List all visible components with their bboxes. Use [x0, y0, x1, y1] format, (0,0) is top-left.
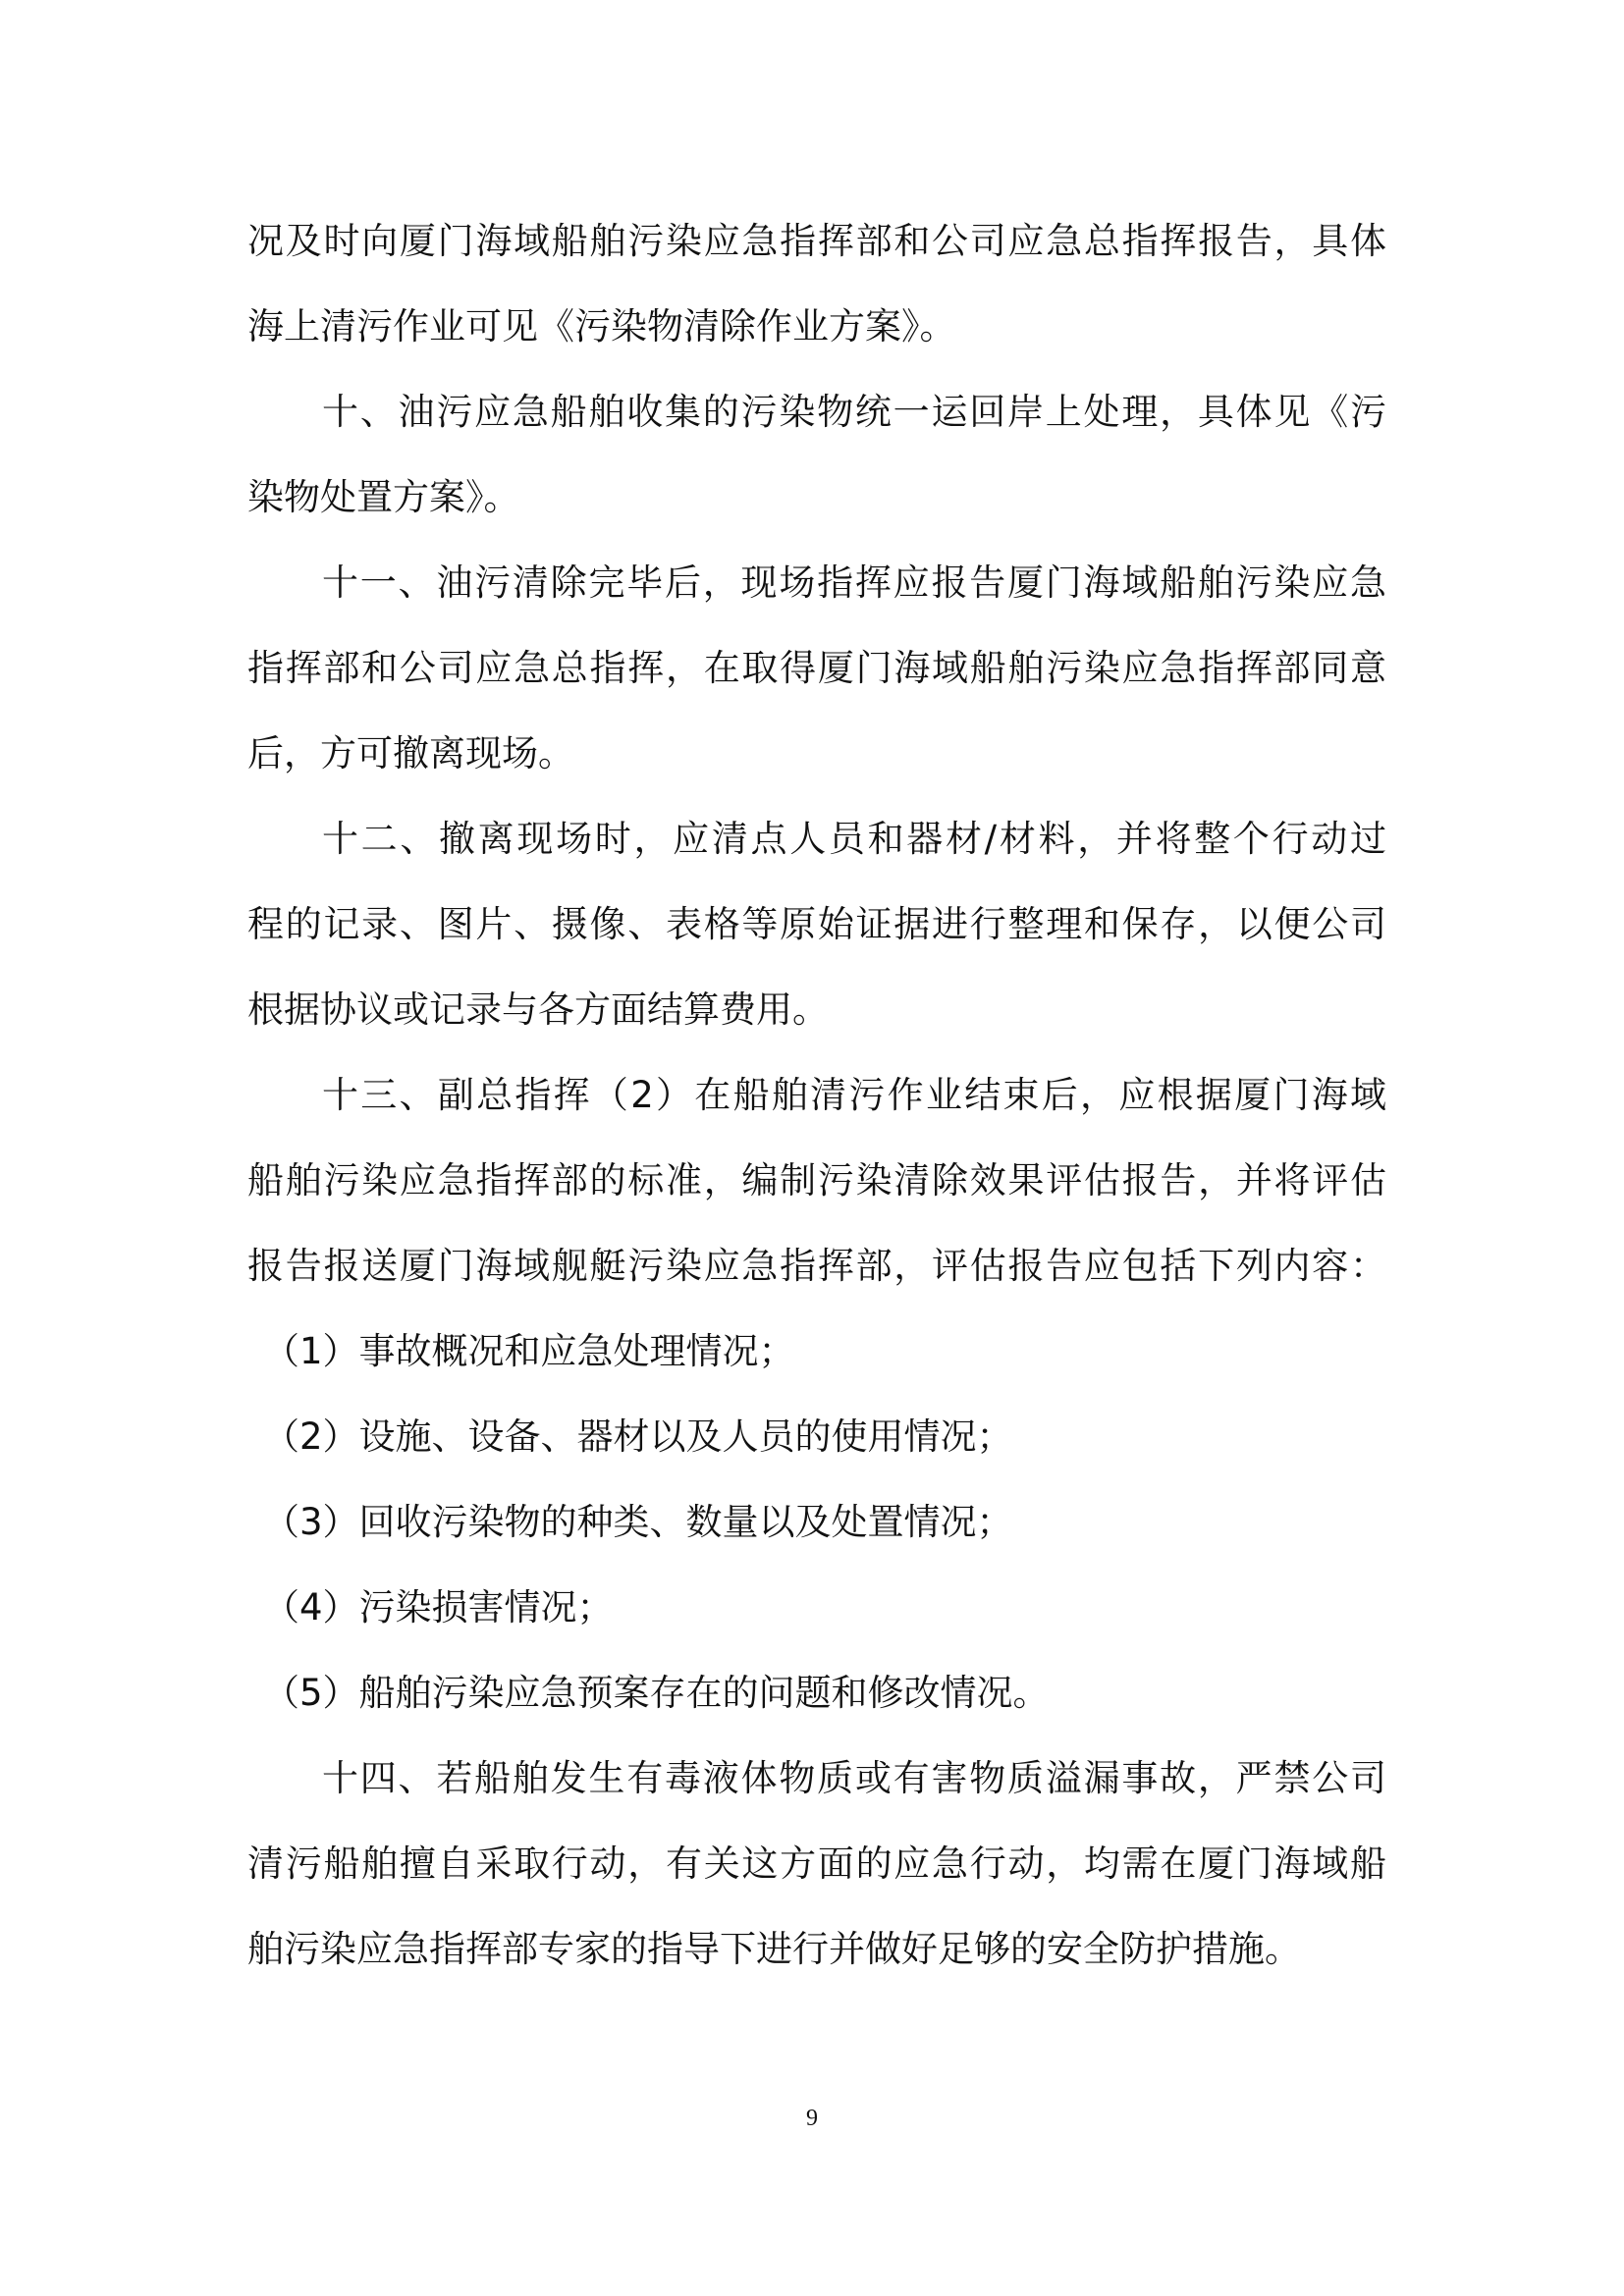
paragraph-fourteen-line: 十四、若船舶发生有毒液体物质或有害物质溢漏事故，严禁公司	[322, 1757, 1386, 1799]
list-item: （5）船舶污染应急预案存在的问题和修改情况。	[263, 1672, 1050, 1714]
page-number: 9	[806, 2106, 818, 2131]
text-line: 舶污染应急指挥部专家的指导下进行并做好足够的安全防护措施。	[247, 1928, 1301, 1970]
text-line: 海上清污作业可见《污染物清除作业方案》。	[247, 305, 956, 347]
document-body	[247, 198, 1386, 1992]
paragraph-twelve-line: 十二、撤离现场时，应清点人员和器材/材料，并将整个行动过	[322, 818, 1386, 860]
text-line: 根据协议或记录与各方面结算费用。	[247, 988, 829, 1031]
list-item: （2）设施、设备、器材以及人员的使用情况；	[263, 1415, 1013, 1458]
list-item: （4）污染损害情况；	[263, 1586, 614, 1629]
paragraph-eleven-line: 十一、油污清除完毕后，现场指挥应报告厦门海域船舶污染应急	[322, 561, 1386, 604]
paragraph-ten-line: 十、油污应急船舶收集的污染物统一运回岸上处理，具体见《污	[322, 391, 1386, 433]
text-line: 程的记录、图片、摄像、表格等原始证据进行整理和保存，以便公司	[247, 903, 1386, 945]
text-line: 染物处置方案》。	[247, 476, 520, 518]
text-line: 船舶污染应急指挥部的标准，编制污染清除效果评估报告，并将评估	[247, 1159, 1386, 1201]
text-line: 清污船舶擅自采取行动，有关这方面的应急行动，均需在厦门海域船	[247, 1842, 1386, 1885]
list-item: （1）事故概况和应急处理情况；	[263, 1330, 795, 1372]
text-line: 况及时向厦门海域船舶污染应急指挥部和公司应急总指挥报告，具体	[247, 220, 1386, 262]
list-item: （3）回收污染物的种类、数量以及处置情况；	[263, 1501, 1013, 1543]
text-line: 报告报送厦门海域舰艇污染应急指挥部，评估报告应包括下列内容：	[247, 1245, 1386, 1287]
text-line: 指挥部和公司应急总指挥，在取得厦门海域船舶污染应急指挥部同意	[247, 647, 1386, 689]
paragraph-thirteen-line: 十三、副总指挥（2）在船舶清污作业结束后，应根据厦门海域	[322, 1074, 1386, 1116]
text-line: 后，方可撤离现场。	[247, 732, 574, 774]
